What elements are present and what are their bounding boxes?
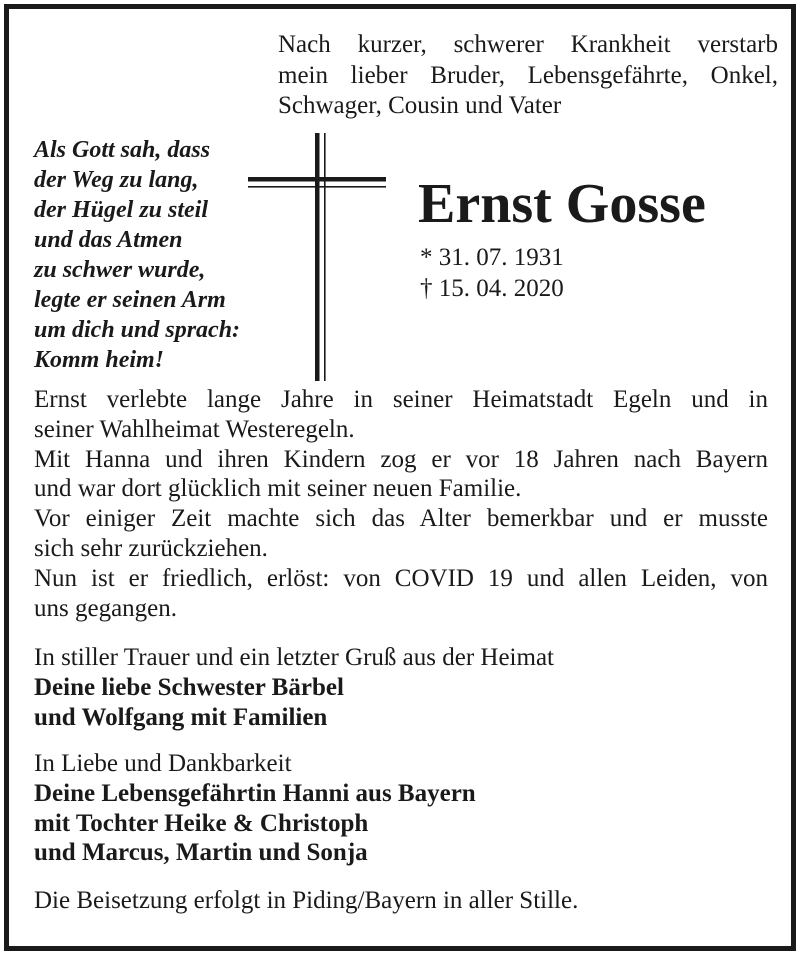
mourner-name: und Wolfgang mit Familien	[34, 703, 328, 731]
main-line: uns gegangen.	[34, 594, 178, 622]
mourners-partner	[34, 749, 768, 868]
main-line: Nun ist er friedlich, erlöst: von COVID 19 und allen Leiden, von	[34, 564, 768, 592]
mourners-intro: In Liebe und Dankbarkeit	[34, 750, 292, 777]
funeral-notice	[34, 886, 768, 916]
verse-line: Komm heim!	[34, 347, 165, 373]
verse-line: der Weg zu lang,	[34, 167, 199, 193]
mourners-sister	[34, 643, 768, 732]
mourner-name: Deine Lebensgefährtin Hanni aus Bayern	[34, 779, 476, 807]
closing-line: Die Beisetzung erfolgt in Piding/Bayern in aller Stille.	[34, 887, 579, 914]
main-line: Vor einiger Zeit machte sich das Alter bemerkbar und er musste	[34, 505, 768, 533]
mourner-name: Deine liebe Schwester Bärbel	[34, 673, 344, 701]
intro-line: Schwager, Cousin und Vater	[278, 92, 562, 119]
verse-line: und das Atmen	[34, 227, 183, 253]
mourner-name: und Marcus, Martin und Sonja	[34, 839, 368, 867]
main-text	[34, 385, 768, 623]
intro-line: mein lieber Bruder, Lebensgefährte, Onkel,	[278, 61, 778, 89]
intro-text	[278, 30, 778, 122]
mourner-name: mit Tochter Heike & Christoph	[34, 809, 369, 837]
verse-poem	[34, 135, 284, 375]
intro-line: Nach kurzer, schwerer Krankheit verstarb	[278, 31, 778, 58]
main-line: und war dort glücklich mit seiner neuen Familie.	[34, 475, 522, 503]
main-line: Ernst verlebte lange Jahre in seiner Heimatstadt Egeln und in	[34, 386, 768, 413]
cross-icon	[248, 133, 388, 381]
mourners-intro: In stiller Trauer und ein letzter Gruß aus der Heimat	[34, 644, 554, 671]
main-line: Mit Hanna und ihren Kindern zog er vor 18 Jahren nach Bayern	[34, 445, 768, 473]
birth-date: * 31. 07. 1931	[420, 244, 564, 271]
main-line: sich sehr zurückziehen.	[34, 534, 268, 562]
verse-line: zu schwer wurde,	[34, 257, 206, 283]
main-line: seiner Wahlheimat Westeregeln.	[34, 415, 355, 443]
death-date: † 15. 04. 2020	[420, 275, 564, 302]
deceased-name: Ernst Gosse	[418, 173, 706, 235]
verse-line: um dich und sprach:	[34, 317, 241, 343]
verse-line: legte er seinen Arm	[34, 287, 226, 313]
verse-line: Als Gott sah, dass	[34, 137, 211, 163]
verse-line: der Hügel zu steil	[34, 197, 209, 223]
